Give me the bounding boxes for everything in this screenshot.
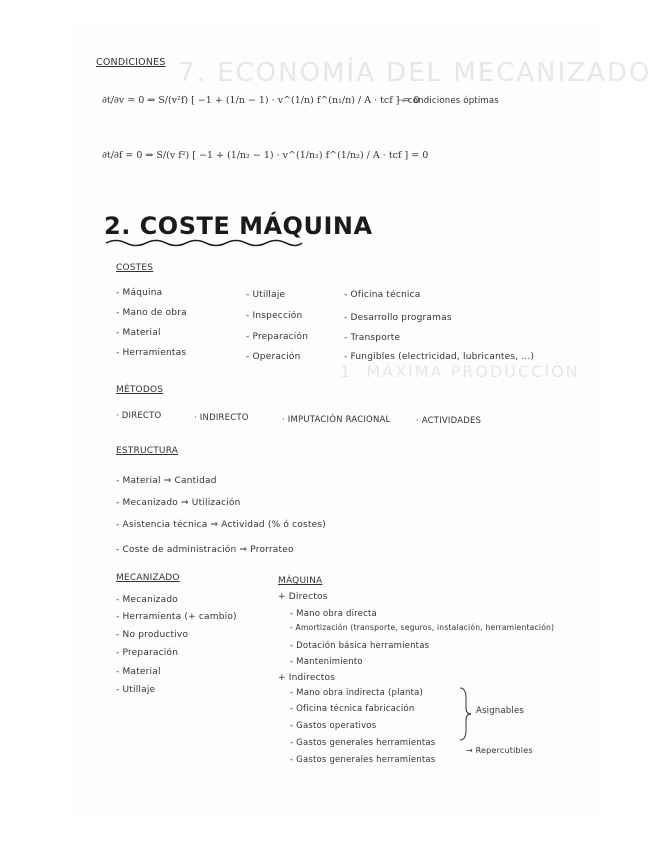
- equation-1-note: ⤳ condiciones óptimas: [398, 96, 499, 106]
- mecanizado-item: - No productivo: [116, 630, 189, 640]
- estructura-heading: ESTRUCTURA: [116, 446, 179, 456]
- mecanizado-item: - Material: [116, 667, 161, 677]
- costes-col3-item: - Desarrollo programas: [344, 313, 452, 323]
- costes-col2-item: - Preparación: [246, 332, 309, 342]
- metodo-item: · IMPUTACIÓN RACIONAL: [282, 415, 391, 425]
- estructura-item: - Asistencia técnica ⇒ Actividad (% ó costes): [116, 520, 326, 530]
- asignables-brace: [458, 686, 472, 742]
- maquina-directos-label: + Directos: [278, 592, 328, 602]
- maquina-indirecto-item: - Gastos generales herramientas: [290, 755, 436, 765]
- mecanizado-heading: MECANIZADO: [116, 573, 180, 583]
- mecanizado-item: - Mecanizado: [116, 595, 178, 605]
- equation-1: ∂t/∂v = 0 ⇒ S/(v²f) [ −1 + (1/n − 1) · v^(1/n) f^(n₁/n) / A · tcf ] = 0: [102, 95, 420, 106]
- mecanizado-item: - Herramienta (+ cambio): [116, 612, 237, 622]
- maquina-directo-item: - Mantenimiento: [290, 657, 363, 667]
- maquina-indirecto-item: - Gastos generales herramientas: [290, 738, 436, 748]
- title-underline: [104, 238, 304, 248]
- estructura-item: - Coste de administración ⇒ Prorrateo: [116, 545, 294, 555]
- costes-col1-item: - Herramientas: [116, 348, 187, 358]
- costes-col1-item: - Mano de obra: [116, 308, 187, 318]
- costes-col2-item: - Inspección: [246, 311, 303, 321]
- maquina-heading: MÁQUINA: [278, 576, 323, 586]
- costes-col3-item: - Oficina técnica: [344, 290, 421, 300]
- mecanizado-item: - Preparación: [116, 648, 179, 658]
- metodo-item: · ACTIVIDADES: [416, 416, 482, 426]
- costes-col2-item: - Operación: [246, 352, 301, 362]
- maquina-indirecto-item: - Gastos operativos: [290, 721, 377, 731]
- asignables-label: Asignables: [476, 706, 525, 716]
- section-title: 2. COSTE MÁQUINA: [104, 212, 373, 240]
- maquina-indirectos-label: + Indirectos: [278, 673, 336, 683]
- ghost-header: 7. ECONOMÍA DEL MECANIZADO: [178, 58, 652, 88]
- costes-col1-item: - Material: [116, 328, 161, 338]
- estructura-item: - Material ⇒ Cantidad: [116, 476, 217, 486]
- maquina-directo-item: - Amortización (transporte, seguros, instalación, herramientación): [290, 623, 555, 632]
- costes-col1-item: - Máquina: [116, 288, 163, 298]
- equation-2: ∂t/∂f = 0 ⇒ S/(v f²) [ −1 + (1/n₂ − 1) · v^(1/n₁) f^(1/n₂) / A · tcf ] = 0: [102, 150, 429, 161]
- maquina-directo-item: - Dotación básica herramientas: [290, 641, 430, 651]
- costes-col3-item: - Fungibles (electricidad, lubricantes, ...): [344, 352, 535, 362]
- maquina-directo-item: - Mano obra directa: [290, 609, 377, 619]
- maquina-indirecto-item: - Mano obra indirecta (planta): [290, 688, 424, 698]
- mecanizado-item: - Utillaje: [116, 685, 156, 695]
- ghost-side: 1. MÁXIMA PRODUCCIÓN: [340, 362, 580, 381]
- repercutibles-label: → Repercutibles: [466, 746, 533, 755]
- metodo-item: · INDIRECTO: [194, 413, 249, 423]
- metodo-item: · DIRECTO: [116, 411, 162, 421]
- costes-col2-item: - Utillaje: [246, 290, 286, 300]
- costes-heading: COSTES: [116, 263, 154, 273]
- metodos-heading: MÉTODOS: [116, 385, 164, 395]
- maquina-indirecto-item: - Oficina técnica fabricación: [290, 704, 415, 714]
- costes-col3-item: - Transporte: [344, 333, 401, 343]
- estructura-item: - Mecanizado ⇒ Utilización: [116, 498, 241, 508]
- conditions-heading: CONDICIONES: [96, 57, 166, 68]
